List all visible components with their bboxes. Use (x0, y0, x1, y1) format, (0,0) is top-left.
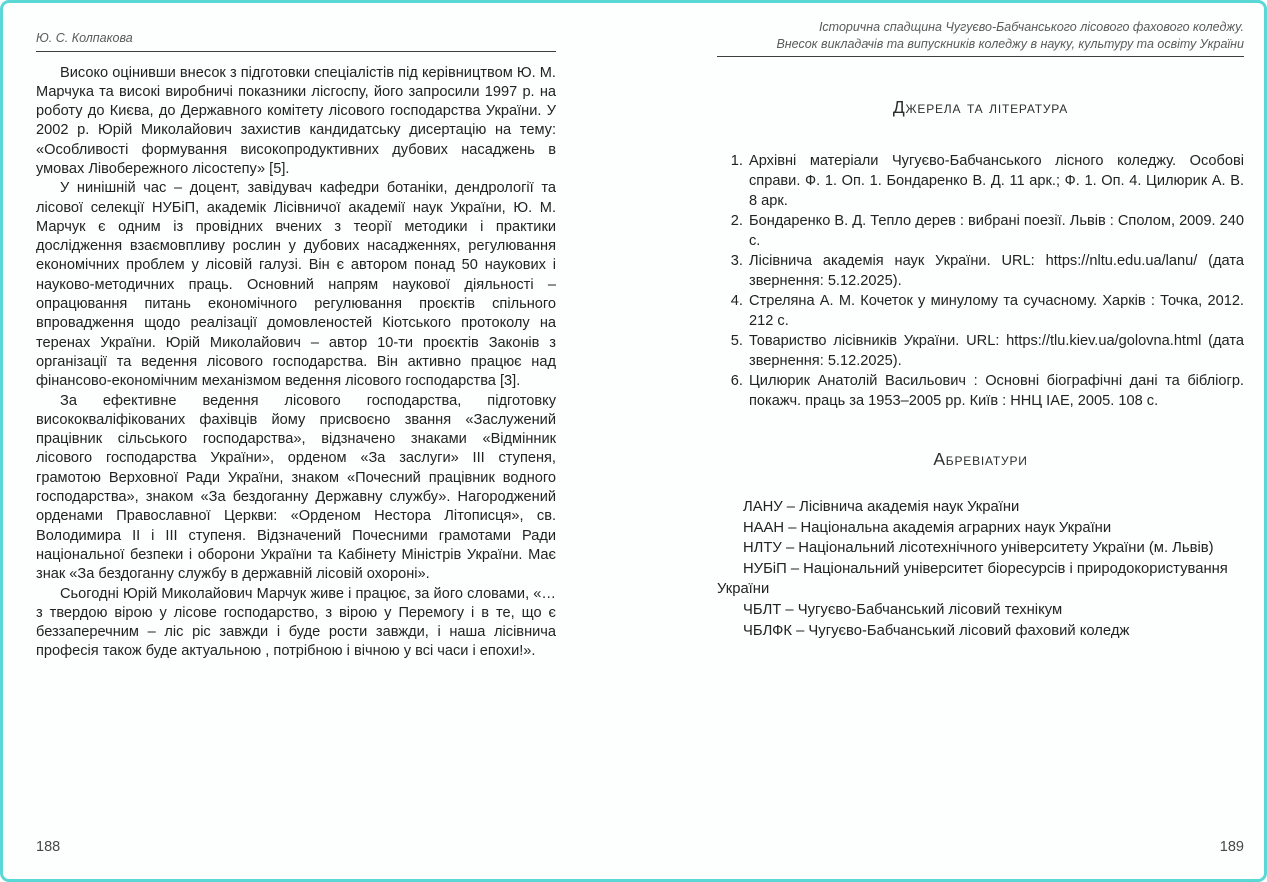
running-head-title (717, 19, 1244, 52)
running-head-title-line2: Внесок викладачів та випускників коледжу в науку, культуру та освіту України (776, 36, 1244, 51)
paragraph: Високо оцінивши внесок з підготовки спеціалістів під керівництвом Ю. М. Марчука та високі виробничі показники лісгоспу, його запросили 1997 р. на роботу до Києва, до Державного комітету лісового господарства України. У 2002 р. Юрій Миколайович захистив кандидатську дисертацію на тему: «Особливості формування високопродуктивних дубових насаджень в умовах Лівобережного лісостепу» [5]. (36, 64, 556, 177)
abbreviation-item: ЛАНУ – Лісівнича академія наук України (743, 499, 1020, 515)
sources-heading: Джерела та література (892, 97, 1069, 117)
running-head-title-line1: Історична спадщина Чугуєво-Бабчанського лісового фахового коледжу. (818, 20, 1244, 34)
reference-item: 6. Цилюрик Анатолій Васильович : Основні біографічні дані та бібліогр. покажч. праць за 1953–2005 рр. Київ : ННЦ ІАЕ, 2005. 108 с. (747, 371, 1244, 411)
page-right (717, 3, 1244, 879)
abbreviation-item: НУБіП – Національний університет біоресурсів і природокористування України (717, 560, 1228, 598)
running-head-author: Ю. С. Колпакова (36, 31, 133, 45)
reference-item: 1. Архівні матеріали Чугуєво-Бабчанського лісного коледжу. Особові справи. Ф. 1. Оп. 1. Бондаренко В. Д. 11 арк.; Ф. 1. Оп. 4. Цилюрик А. В. 8 арк. (747, 151, 1244, 211)
paragraph: За ефективне ведення лісового господарства, підготовку висококваліфікованих фахівців йому присвоєно звання «Заслужений працівник сільського господарства», відзначено знаками «Відмінник лісового господарства України», орденом «За заслуги» III ступеня, грамотою Верховної Ради України, знаком «Почесний працівник водного господарства», знаком «За бездоганну Державну службу». Нагороджений орденами Православної Церкви: «Орденом Нестора Літописця», св. Володимира II і III ступеня. Відзначений Почесними грамотами Ради національної безпеки і оборони України та Кабінету Міністрів України. Має знак «За бездоганну службу в державній лісовій охороні». (36, 392, 556, 583)
abbreviation-item: НЛТУ – Національний лісотехнічного університету України (м. Львів) (743, 540, 1214, 557)
abbreviations-list (717, 497, 1244, 641)
header-rule-left (36, 51, 556, 52)
page-number-right: 189 (1219, 839, 1244, 855)
header-rule-right (717, 56, 1244, 57)
reference-item: 4. Стреляна А. М. Кочеток у минулому та сучасному. Харків : Точка, 2012. 212 с. (747, 291, 1244, 331)
abbreviation-item: ЧБЛФК – Чугуєво-Бабчанський лісовий фаховий коледж (743, 622, 1130, 639)
abbreviations-heading: Абревіатури (933, 449, 1028, 469)
reference-item: 3. Лісівнича академія наук України. URL: https://nltu.edu.ua/lanu/ (дата звернення: 5.12.2025). (747, 251, 1244, 291)
paragraph: Сьогодні Юрій Миколайович Марчук живе і працює, за його словами, «…з твердою вірою у лісове господарство, з вірою у Перемогу і в те, що є беззаперечним – ліс ріс завжди і буде рости завжди, і наша лісівнича професія також буде актуальною , потрібною і вічною у всі часи і епохи!». (36, 585, 556, 660)
reference-item: 5. Товариство лісівників України. URL: https://tlu.kiev.ua/golovna.html (дата звернення: 5.12.2025). (747, 331, 1244, 371)
references-list (717, 151, 1244, 411)
abbreviation-item: ЧБЛТ – Чугуєво-Бабчанський лісовий технікум (743, 601, 1063, 618)
page-left (36, 3, 556, 879)
abbreviation-item: НААН – Національна академія аграрних наук України (743, 519, 1112, 536)
left-body-text (36, 64, 556, 662)
paragraph: У нинішній час – доцент, завідувач кафедри ботаніки, дендрології та лісової селекції НУБіП, академік Лісівничої академії наук України, Ю. М. Марчук є одним із провідних вчених з теорії методики і практики дослідження взаємовпливу рослин у дубових насадженнях, регулювання економічних проблем у лісовій галузі. Він є автором понад 50 наукових і науково-методичних праць. Основний напрям наукової діяльності – опрацювання питань економічного регулювання проєктів спільного впровадження щодо реалізації домовленостей Кіотського протоколу на теренах України. Юрій Миколайович – автор 10-ти проєктів Законів з організації та ведення лісового господарства. Він активно працює над фінансово-економічним механізмом ведення лісового господарства [3]. (36, 180, 556, 390)
reference-item: 2. Бондаренко В. Д. Тепло дерев : вибрані поезії. Львів : Сполом, 2009. 240 с. (747, 211, 1244, 251)
page-number-left: 188 (36, 839, 61, 855)
